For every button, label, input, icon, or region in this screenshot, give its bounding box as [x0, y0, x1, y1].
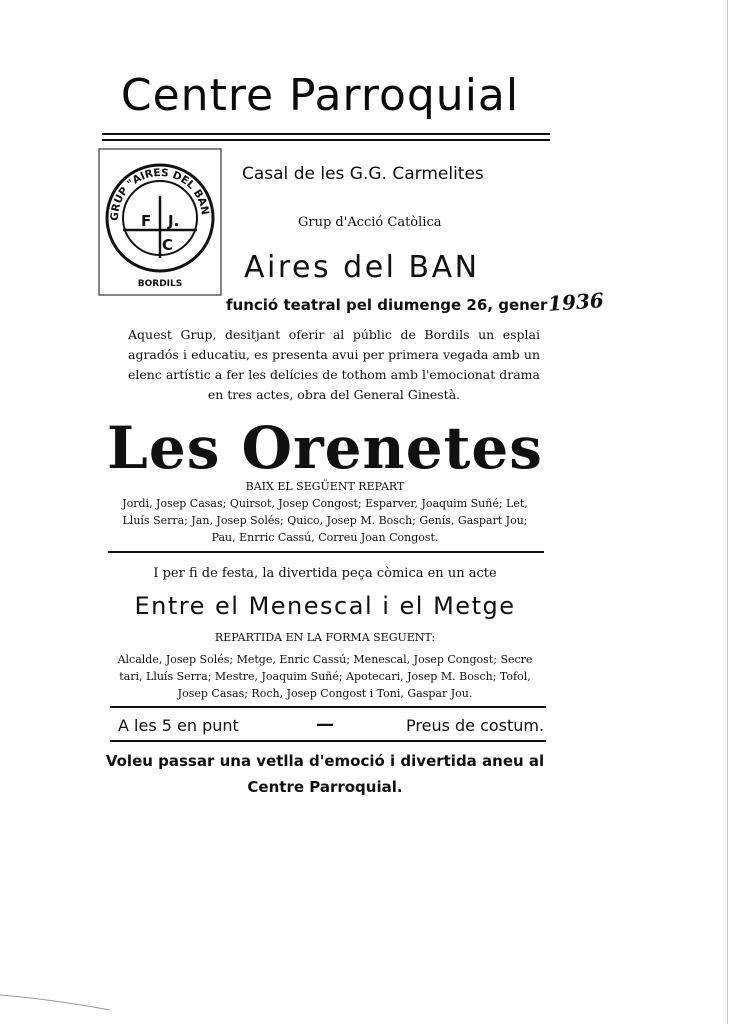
stamp-initial-c: C [162, 236, 174, 254]
play2-cast-heading: REPARTIDA EN LA FORMA SEGUENT: [214, 631, 436, 644]
group-name: Aires del BAN [244, 250, 480, 285]
play2-intro: I per fi de festa, la divertida peça còmica en un acte [153, 566, 497, 581]
stamp-initial-j: J. [168, 212, 180, 230]
handwritten-year: 1936 [547, 288, 605, 316]
section-divider-3 [110, 740, 546, 742]
play2-cast-line: Alcalde, Josep Solés; Metge, Enric Cassú; Menescal, Josep Congost; Secre [117, 653, 533, 666]
play1-cast-heading: BAIX EL SEGÜENT REPART [245, 480, 405, 493]
stamp-initial-f: F [141, 212, 152, 230]
play1-cast-line: Pau, Enrric Cassú, Correu Joan Congost. [211, 531, 439, 544]
play2-cast [100, 651, 550, 702]
play2-title: Entre el Menescal i el Metge [134, 592, 516, 620]
footer-dash: — [316, 714, 334, 735]
play1-cast-line: Jordi, Josep Casas; Quirsot, Josep Congost; Esparver, Joaquim Suñé; Let, [122, 497, 528, 510]
play2-cast-line: Josep Casas; Roch, Josep Congost i Toni, Gaspar Jou. [177, 687, 473, 700]
play1-cast-line: Lluís Serra; Jan, Josep Solés; Quico, Josep M. Bosch; Genís, Gaspart Jou; [122, 514, 528, 527]
section-divider-2 [110, 706, 546, 708]
section-divider-1 [108, 551, 544, 553]
play1-title: Les Orenetes [107, 414, 543, 482]
page-edge [727, 0, 728, 1024]
event-line: funció teatral pel diumenge 26, gener [226, 296, 548, 314]
start-time: A les 5 en punt [118, 716, 239, 735]
play1-cast [100, 495, 550, 546]
play2-cast-line: tari, Lluís Serra; Mestre, Joaquim Suñé; Apotecari, Josep M. Bosch; Tofol, [119, 670, 531, 683]
title-rule-top [102, 133, 550, 135]
group-label: Grup d'Acció Catòlica [298, 215, 442, 230]
stamp-ring-text: GRUP "AIRES DEL BAN [108, 166, 212, 221]
scan-mark [0, 985, 120, 1015]
svg-text:GRUP "AIRES DEL BAN" [98, 148, 211, 221]
title-rule-bottom [102, 139, 550, 141]
ticket-prices: Preus de costum. [406, 716, 545, 735]
group-stamp [98, 148, 222, 296]
page-title: Centre Parroquial [120, 70, 520, 121]
closing-line: Voleu passar una vetlla d'emoció i divertida aneu al [105, 752, 545, 770]
group-description: Aquest Grup, desitjant oferir al públic de Bordils un esplai agradós i educatiu, es presenta avui per primera vegada amb un elenc artístic a fer les delícies de tothom amb l'emocionat drama en tres actes, obra del General Ginestà. [128, 327, 540, 402]
stamp-place: BORDILS [137, 279, 183, 289]
casal-line: Casal de les G.G. Carmelites [242, 164, 484, 184]
closing-place: Centre Parroquial. [247, 778, 403, 796]
